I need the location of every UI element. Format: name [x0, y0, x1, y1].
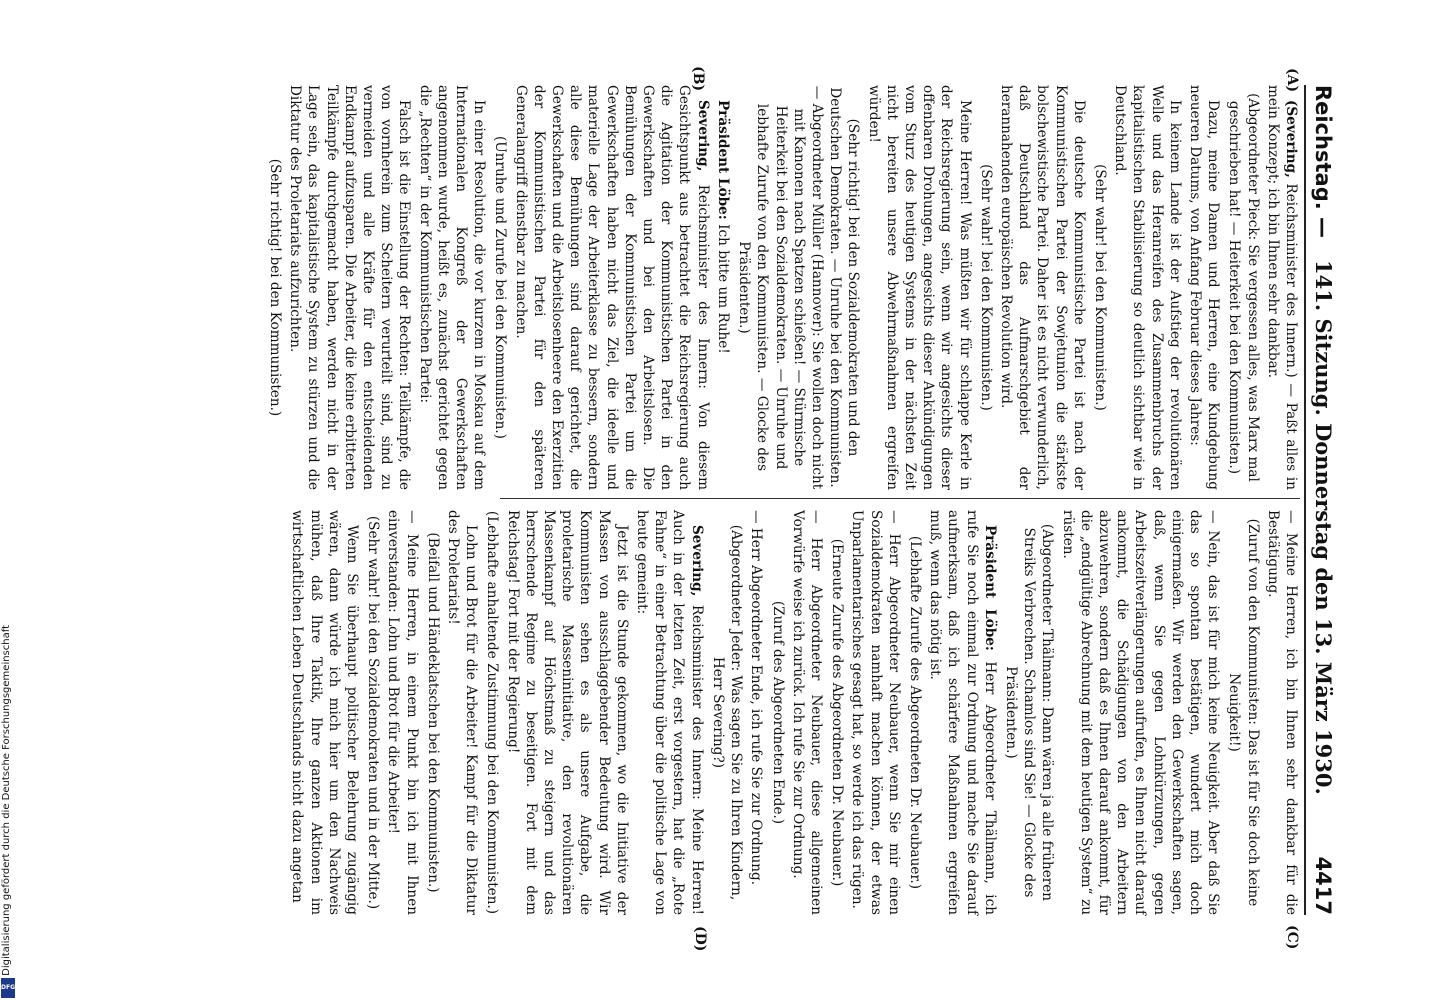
paragraph [288, 510, 361, 915]
left-column [263, 85, 1300, 490]
paragraph-text: (Erneute Zurufe des Abgeordneten Dr. Neubauer.) [829, 538, 846, 887]
paragraph [1186, 85, 1222, 490]
paragraph-text: (Zuruf des Abgeordneten Ende.) [769, 600, 786, 825]
margin-marker-d: (D) [692, 926, 708, 952]
paragraph-text: Lohn und Brot für die Arbeiter! Kampf für die Diktatur des Proletariats! [445, 510, 480, 915]
speaker-name: Severing, [688, 524, 705, 597]
interjection [709, 510, 745, 915]
paragraph-text: Wenn Sie überhaupt politischer Belehrung zugängig wären, dann würde ich mich hier um den Nachweis mühen, daß Ihre Taktik, Ihre ganzen Aktionen im wirtschaftlichen Leben Deutschlands nicht dazu angetan [289, 510, 361, 915]
interjection [1225, 510, 1261, 915]
speaker-name: Präsident Löbe: [981, 524, 998, 651]
paragraph-text: (Sehr wahr! bei den Kommunisten.) [1091, 164, 1108, 411]
interjection [1091, 85, 1109, 490]
paragraph [926, 510, 999, 915]
paragraph-text: Ich bitte um Ruhe! [714, 224, 731, 354]
paragraph-text: (Sehr richtig! bei den Sozialdemokraten und den Deutschen Demokraten. — Unruhe bei den Kommunisten. — Abgeordneter Müller (Hannover): Sie wollen doch nicht mit Kanonen nach Spatzen schießen! — Stürmische Heiterkeit bei den Sozialdemokraten. — Unruhe und lebhafte Zurufe von den Kommunisten. — Glocke des Präsidenten.) [736, 85, 862, 490]
paragraph-text: (Abgeordneter Jeder: Was sagen Sie zu Ihren Kindern, Herr Severing?) [709, 524, 745, 901]
paragraph [384, 510, 420, 915]
interjection [266, 85, 284, 490]
paragraph-text: Herr Abgeordneter Thälmann, ich rufe Sie noch einmal zur Ordnung und mache Sie darauf aufmerksam, daß ich schärfere Maßnahmen ergreifen muß, wenn das nötig ist. [927, 510, 998, 915]
paragraph-text: Die deutsche Kommunistische Partei ist nach der Kommunistischen Partei der Sowjetunion die stärkste bolschewistische Partei. Daher ist es nicht verwunderlich, daß Deutschland das Aufmarschgebiet der herannahenden europäischen Revolution wird. [997, 85, 1087, 490]
paragraph-text: (Sehr wahr! bei den Sozialdemokraten und in der Mitte.) [365, 515, 382, 910]
margin-marker-c: (C) [1284, 925, 1300, 950]
interjection [483, 510, 501, 915]
paragraph-text: Falsch ist die Einstellung der Rechten: Teilkämpfe, die von vornherein zum Scheitern verurteilt sind, sind zu vermeiden und alle Kräfte für den entscheidenden Endkampf aufzusparen. Die Arbeiter, die keine erbitterten Teilkämpfe durchgemacht haben, werden nicht in der Lage sein, das kapitalistische System zu stürzen und die Diktatur des Proletariats aufzurichten. [287, 85, 413, 490]
interjection [364, 510, 382, 915]
paragraph-text: (Abgeordneter Pieck: Sie vergessen alles, was Marx mal geschrieben hat! — Heiterkeit bei den Kommunisten.) [1226, 93, 1261, 482]
paragraph-text: Reichsminister des Innern: Von diesem Gesichtspunkt aus betrachtet die Reichsregierung auch die Agitation der Kommunistischen Partei in den Gewerkschaften und bei den Arbeitslosen. Die Bemühungen der Kommunistischen Partei um die Gewerkschaften haben nicht das Ziel, die ideelle und materielle Lage der Arbeiterklasse zu bessern, sondern alle diese Bemühungen sind darauf gerichtet, die Gewerkschaften und die Arbeitslosenheere den Exerzitien der Kommunistischen Partei für den späteren Generalangriff dienstbar zu machen. [512, 85, 711, 490]
paragraph-text: (Unruhe und Zurufe bei den Kommunisten.) [492, 136, 509, 439]
paragraph [848, 510, 903, 915]
paragraph [1111, 85, 1184, 490]
interjection [828, 510, 846, 915]
header-session-date: 141. Sitzung. Donnerstag den 13. März 1930. [1311, 260, 1336, 795]
interjection [1225, 85, 1261, 490]
margin-marker-b: (B) [690, 66, 706, 92]
interjection [1002, 510, 1057, 915]
paragraph [1264, 510, 1300, 915]
paragraph [714, 85, 732, 490]
paragraph-text: — Nein, das ist für mich keine Neuigkeit. Aber daß Sie das so spontan bestätigen, wundert mich doch einigermaßen. Wir werden den Gewerkschaften sagen, daß, wenn Sie gegen Lohnkürzungen, gegen Arbeitszeitverlängerungen aufrufen, es Ihnen nicht darauf ankommt, die Schädigungen von den Arbeitern abzuwehren, sondern daß es Ihnen darauf ankommt, für die „endgültige Abrechnung mit dem heutigen System“ zu rüsten. [1059, 510, 1222, 915]
paragraph-text: (Lebhafte Zurufe des Abgeordneten Dr. Neubauer.) [906, 535, 923, 890]
paragraph-text: — Herr Abgeordneter Neubauer, wenn Sie mir einen Sozialdemokraten namhaft machen können, der etwas Unparlamentarisches gesagt hat, so werde ich das rügen. [849, 510, 902, 915]
paragraph [864, 85, 973, 490]
speaker-name: Präsident Löbe: [714, 99, 731, 220]
interjection [977, 85, 995, 490]
paragraph-text: — Meine Herren, ich bin Ihnen sehr dankbar für die Bestätigung. [1264, 510, 1299, 915]
page-header [1304, 85, 1340, 915]
paragraph [286, 85, 413, 490]
digitization-credit [0, 600, 16, 1000]
paragraph-text: (Zuruf von den Kommunisten: Das ist für Sie doch keine Neuigkeit!) [1226, 518, 1261, 907]
paragraph-text: Jetzt ist die Stunde gekommen, wo die Initiative der Massen von ausschlaggebender Bedeutung wird. Wir Kommunisten sehen es als unsere Aufgabe, die proletarische Masseninitiative, den revolutionären Massenkampf auf Höchstmaß zu steigern und das herrschende Regime zu beseitigen. Fort mit dem Reichstag! Fort mit der Regierung! [504, 510, 630, 915]
paragraph-text: In keinem Lande ist der Aufstieg der revolutionären Welle und das Heranreifen des Zusammenbruchs der kapitalistischen Stabilisierung so deutlich sichtbar wie in Deutschland. [1112, 85, 1183, 490]
interjection [906, 510, 924, 915]
speaker-name: Severing, [694, 99, 711, 172]
header-reichstag: Reichstag. — [1311, 85, 1335, 239]
paragraph-text: (Sehr richtig! bei den Kommunisten.) [267, 158, 284, 417]
right-column [286, 510, 1300, 915]
paragraph-text: Reichsminister des Innern.) — Paßt alles in mein Konzept; ich bin Ihnen sehr dankbar. [1264, 85, 1299, 490]
paragraph [747, 510, 765, 915]
margin-marker-a: (A) [1284, 68, 1300, 93]
paragraph-text: — Herr Abgeordneter Ende, ich rufe Sie zur Ordnung. [748, 510, 765, 886]
paragraph-text: — Herr Abgeordneter Neubauer, diese allgemeinen Vorwürfe weise ich zurück. Ich rufe Sie zur Ordnung. [789, 510, 824, 915]
paragraph [633, 510, 706, 915]
paragraph-text: Reichsminister des Innern: Meine Herren! Auch in der letzten Zeit, erst vorgestern, hat die „Rote Fahne“ in einer Betrachtung über die politische Lage von heute gemeint: [634, 510, 705, 916]
dfg-logo: DFG [1, 978, 15, 998]
page-number: 4417 [1311, 856, 1335, 915]
interjection [735, 85, 862, 490]
paragraph-text: (Abgeordneter Thälmann: Dann wären ja alle früheren Streiks Verbrechen. Schamlos sind Sie! — Glocke des Präsidenten.) [1002, 523, 1056, 902]
column-divider [500, 498, 1300, 499]
paragraph [1264, 85, 1300, 490]
paragraph [1058, 510, 1222, 915]
paragraph-text: In einer Resolution, die vor kurzem in Moskau auf dem Internationalen Kongreß der Gewerkschaften angenommen wurde, heißt es, zunächst gerichtet gegen die „Rechten“ in der Kommunistischen Partei: [416, 85, 488, 490]
interjection [768, 510, 786, 915]
speaker-name: (Severing, [1283, 99, 1299, 178]
interjection [424, 510, 442, 915]
paragraph-text: (Beifall und Händeklatschen bei den Kommunisten.) [424, 532, 441, 893]
paragraph [789, 510, 825, 915]
paragraph-text: (Sehr wahr! bei den Kommunisten.) [977, 164, 994, 411]
paragraph [997, 85, 1088, 490]
paragraph [444, 510, 480, 915]
paragraph-text: Meine Herren! Was müßten wir für schlappe Kerle in der Reichsregierung sein, wenn wir angesichts dieser offenbaren Drohungen, angesichts dieser Ankündigungen vom Sturz des heutigen Systems in der nächsten Zeit nicht bereiten unsere Abwehrmaßnahmen ergreifen würden! [865, 85, 973, 490]
paragraph [511, 85, 711, 490]
paragraph-text: Dazu, meine Damen und Herren, eine Kundgebung neueren Datums, von Anfang Februar dieses Jahres: [1186, 85, 1222, 490]
paragraph [415, 85, 488, 490]
paragraph [503, 510, 630, 915]
credit-text: Digitalisierung gefördert durch die Deutsche Forschungsgemeinschaft [1, 625, 12, 976]
paragraph-text: — Meine Herren, in einem Punkt bin ich mit Ihnen einverstanden: Lohn und Brot für die Arbeiter! [385, 510, 420, 915]
interjection [491, 85, 509, 490]
paragraph-text: (Lebhafte anhaltende Zustimmung bei den Kommunisten.) [484, 510, 501, 915]
